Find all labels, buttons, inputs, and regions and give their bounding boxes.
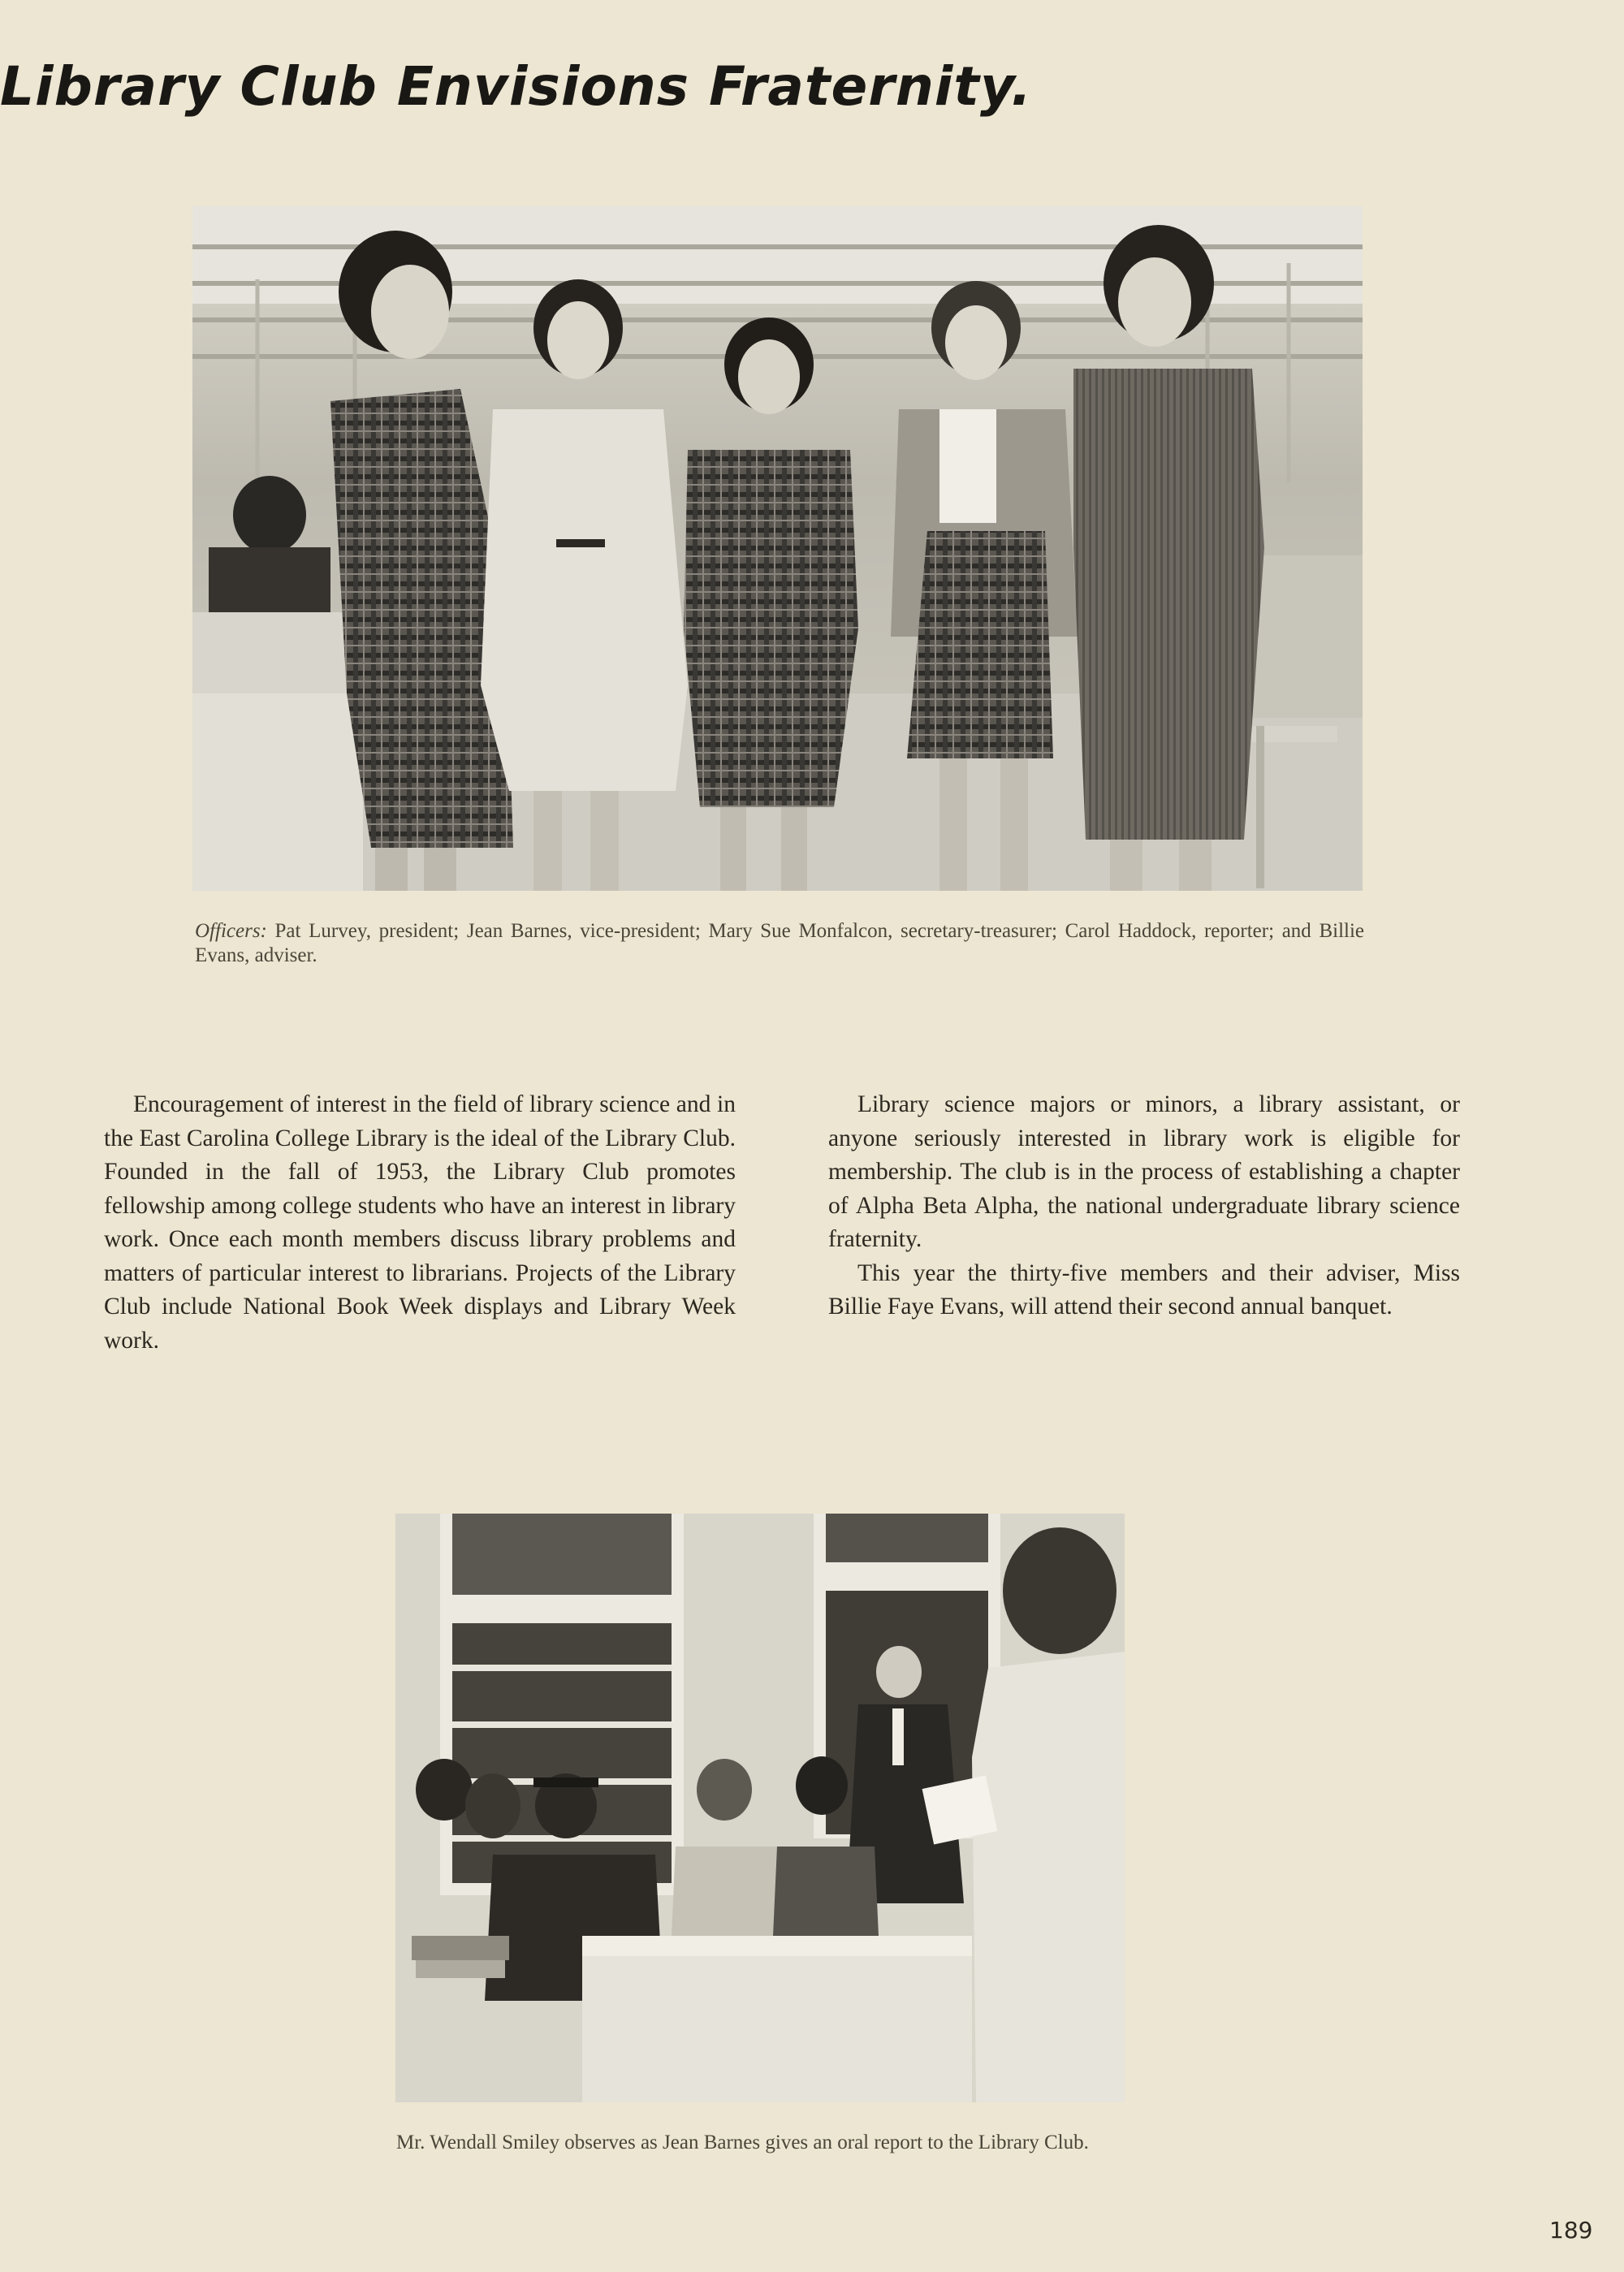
body-column-right (828, 1088, 1460, 1324)
caption-text: Pat Lurvey, president; Jean Barnes, vice-president; Mary Sue Monfalcon, secretary-treasurer; Carol Haddock, reporter; and Billie Evans, adviser. (195, 920, 1364, 966)
meeting-photo (395, 1514, 1125, 2102)
body-paragraph: Encouragement of interest in the field of library science and in the East Carolina College Library is the ideal of the Library Club. Founded in the fall of 1953, the Library Club promotes fellowship among college students who have an interest in library work. Once each month members discuss library problems and matters of particular interest to librarians. Projects of the Library Club include National Book Week displays and Library Week work. (104, 1091, 736, 1354)
officers-photo-graphic (192, 206, 1363, 891)
page-number: 189 (1549, 2217, 1593, 2244)
meeting-caption (396, 2131, 1125, 2155)
meeting-photo-graphic (395, 1514, 1125, 2102)
caption-lead: Officers: (195, 920, 267, 942)
body-paragraph: This year the thirty-five members and their adviser, Miss Billie Faye Evans, will attend their second annual banquet. (828, 1259, 1460, 1320)
caption-text: Mr. Wendall Smiley observes as Jean Barnes gives an oral report to the Library Club. (396, 2132, 1089, 2153)
page-title: Library Club Envisions Fraternity. (0, 55, 1033, 118)
body-column-left (104, 1088, 736, 1358)
officers-photo (192, 206, 1363, 891)
officers-caption (195, 919, 1364, 968)
body-paragraph: Library science majors or minors, a library assistant, or anyone seriously interested in library work is eligible for membership. The club is in the process of establishing a chapter of Alpha Beta Alpha, the national undergraduate library science fraternity. (828, 1091, 1460, 1252)
